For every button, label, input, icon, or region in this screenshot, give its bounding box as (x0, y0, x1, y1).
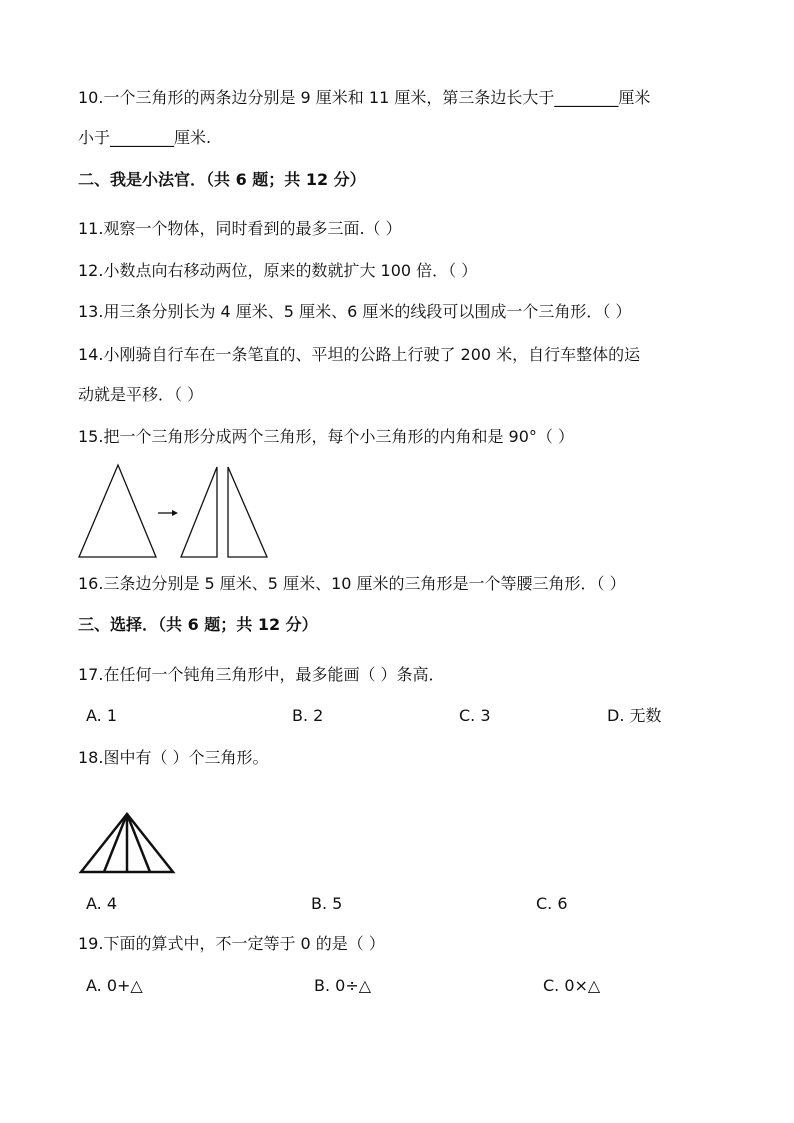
q19-option-c[interactable]: C. 0×△ (543, 976, 601, 995)
q19-option-a[interactable]: A. 0+△ (86, 976, 143, 995)
q14-line1: 14.小刚骑自行车在一条笔直的、平坦的公路上行驶了 200 米，自行车整体的运 (78, 345, 641, 364)
q14-line2: 动就是平移．（ ） (78, 385, 204, 404)
q16: 16.三条边分别是 5 厘米、5 厘米、10 厘米的三角形是一个等腰三角形．（ ） (78, 574, 626, 593)
section3-title: 三、选择．（共 6 题；共 12 分） (78, 615, 318, 634)
q10-line1: 10.一个三角形的两条边分别是 9 厘米和 11 厘米，第三条边长大于________厘米 (78, 88, 651, 107)
arrow-head (172, 510, 178, 516)
q19-option-b[interactable]: B. 0÷△ (314, 976, 372, 995)
section2-title: 二、我是小法官．（共 6 题；共 12 分） (78, 170, 366, 189)
inner-line-3 (127, 814, 150, 872)
q17-option-b[interactable]: B. 2 (292, 706, 324, 725)
q13: 13.用三条分别长为 4 厘米、5 厘米、6 厘米的线段可以围成一个三角形．（ ） (78, 302, 632, 321)
q17: 17.在任何一个钝角三角形中，最多能画（ ）条高． (78, 665, 445, 684)
q12: 12.小数点向右移动两位，原来的数就扩大 100 倍．（ ） (78, 261, 478, 280)
q11: 11.观察一个物体，同时看到的最多三面.（ ） (78, 219, 402, 238)
q19: 19.下面的算式中，不一定等于 0 的是（ ） (78, 934, 385, 953)
left-half-triangle (181, 467, 217, 557)
inner-line-1 (104, 814, 127, 872)
q17-option-c[interactable]: C. 3 (459, 706, 491, 725)
q10-line2: 小于________厘米. (78, 128, 212, 147)
q18-option-c[interactable]: C. 6 (536, 894, 568, 913)
q18-option-b[interactable]: B. 5 (311, 894, 343, 913)
q15-triangle-figure (76, 462, 272, 560)
q17-option-d[interactable]: D. 无数 (607, 706, 662, 725)
right-half-triangle (228, 467, 267, 557)
q15: 15.把一个三角形分成两个三角形，每个小三角形的内角和是 90°（ ） (78, 427, 574, 446)
q18-option-a[interactable]: A. 4 (86, 894, 118, 913)
q18-triangle-figure (78, 810, 178, 876)
q18: 18.图中有（ ）个三角形。 (78, 748, 269, 767)
q17-option-a[interactable]: A. 1 (86, 706, 118, 725)
original-triangle (79, 465, 156, 557)
